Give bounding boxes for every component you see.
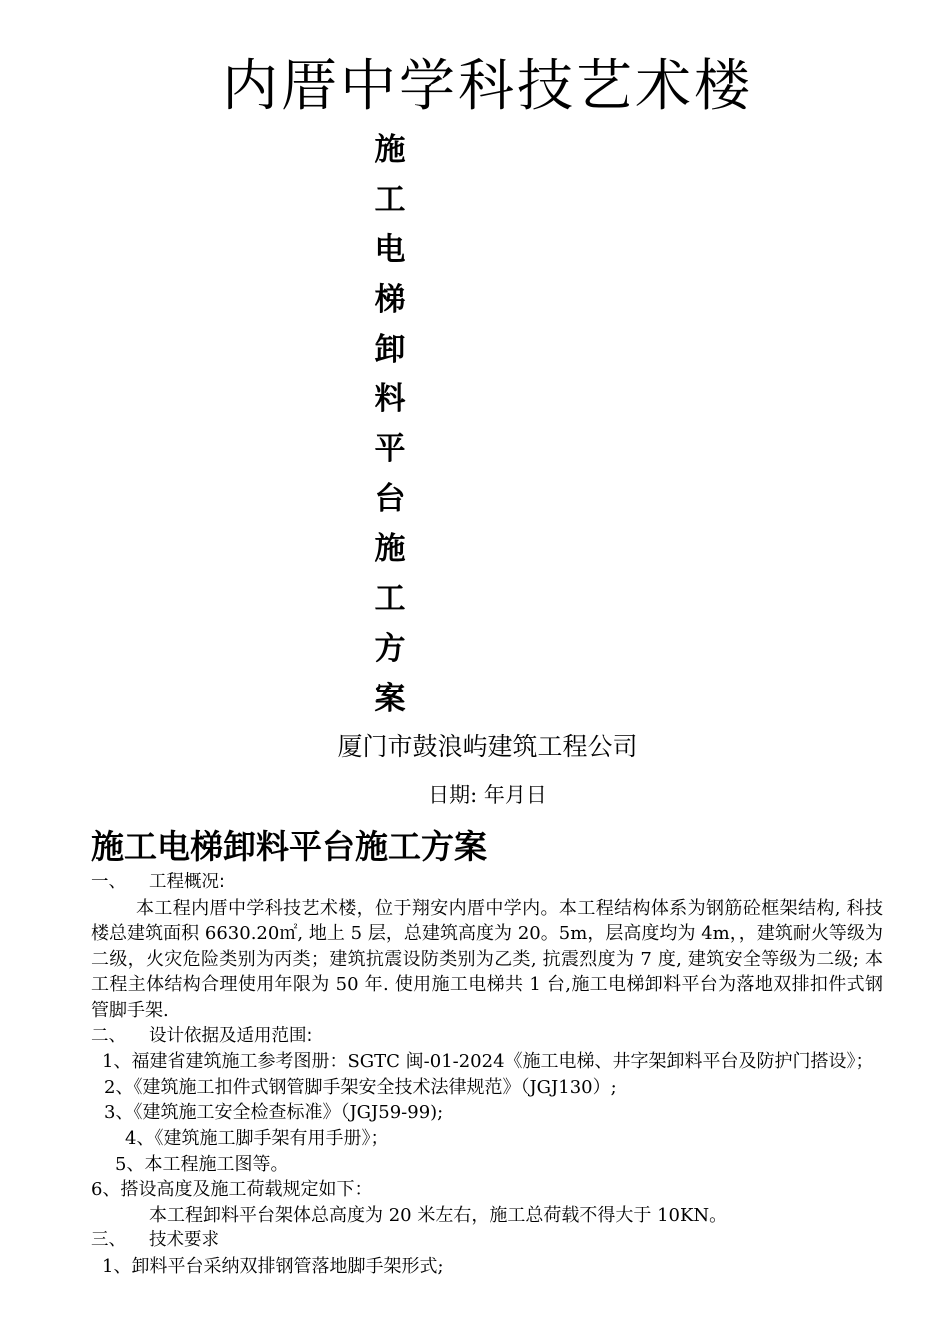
section-heading-requirements [91,1228,883,1254]
vertical-title-char: 电 [374,231,406,268]
document-heading: 施工电梯卸料平台施工方案 [91,827,487,866]
section-number: 一、 [91,872,126,892]
company-name: 厦门市鼓浪屿建筑工程公司 [337,732,638,761]
list-item: 1、福建省建筑施工参考图册：SGTC 闽-01-2024《施工电梯、井字架卸料平台及防护门搭设》； [102,1051,874,1073]
vertical-title-char: 工 [374,181,406,218]
list-item: 5、本工程施工图等。 [115,1153,289,1175]
vertical-title-char: 案 [374,680,406,717]
vertical-title-char: 卸 [374,331,406,368]
list-item: 4、《建筑施工脚手架有用手册》； [125,1127,389,1149]
list-item: 3、《建筑施工安全检查标准》（JGJ59-99); [104,1102,444,1124]
vertical-title-char: 施 [374,531,406,568]
section-heading-overview [91,870,883,896]
cover-title: 内厝中学科技艺术楼 [222,54,753,119]
date-line: 日期: 年月日 [428,783,547,807]
section-title: 设计依据及适用范围: [149,1025,313,1046]
vertical-title-char: 台 [374,481,406,518]
vertical-title-char: 工 [374,581,406,618]
vertical-title-char: 平 [374,431,406,468]
section-number: 三、 [91,1230,126,1251]
list-item: 2、《建筑施工扣件式钢管脚手架安全技术法律规范》（JGJ130）; [104,1076,617,1098]
vertical-title-char: 施 [374,132,406,168]
section-number: 二、 [91,1025,126,1046]
document-body [91,870,883,1280]
vertical-title-char: 料 [374,381,406,418]
vertical-title-char: 梯 [374,281,406,318]
list-item: 6、搭设高度及施工荷载规定如下： [91,1179,373,1201]
overview-paragraph: 本工程内厝中学科技艺术楼，位于翔安内厝中学内。本工程结构体系为钢筋砼框架结构, 科技楼总建筑面积 6630.20㎡, 地上 5 层，总建筑高度为 20。5m，层高度均为 4m，，建筑耐火等级为二级，火灾危险类别为丙类；建筑抗震设防类别为乙类, 抗震烈度为 7 度, 建筑安全等级为二级; 本工程主体结构合理使用年限为 50 年. 使用施工电梯共 1 台,施工电梯卸料平台为落地双排扣件式钢管脚手架. [91,897,883,1021]
cover-vertical-title [370,126,410,725]
section-title: 工程概况: [149,872,225,892]
load-note: 本工程卸料平台架体总高度为 20 米左右，施工总荷载不得大于 10KN。 [149,1204,728,1226]
list-item: 1、卸料平台采纳双排钢管落地脚手架形式; [102,1255,444,1277]
section-heading-basis [91,1024,883,1050]
vertical-title-char: 方 [374,630,406,667]
section-title: 技术要求 [149,1230,219,1251]
